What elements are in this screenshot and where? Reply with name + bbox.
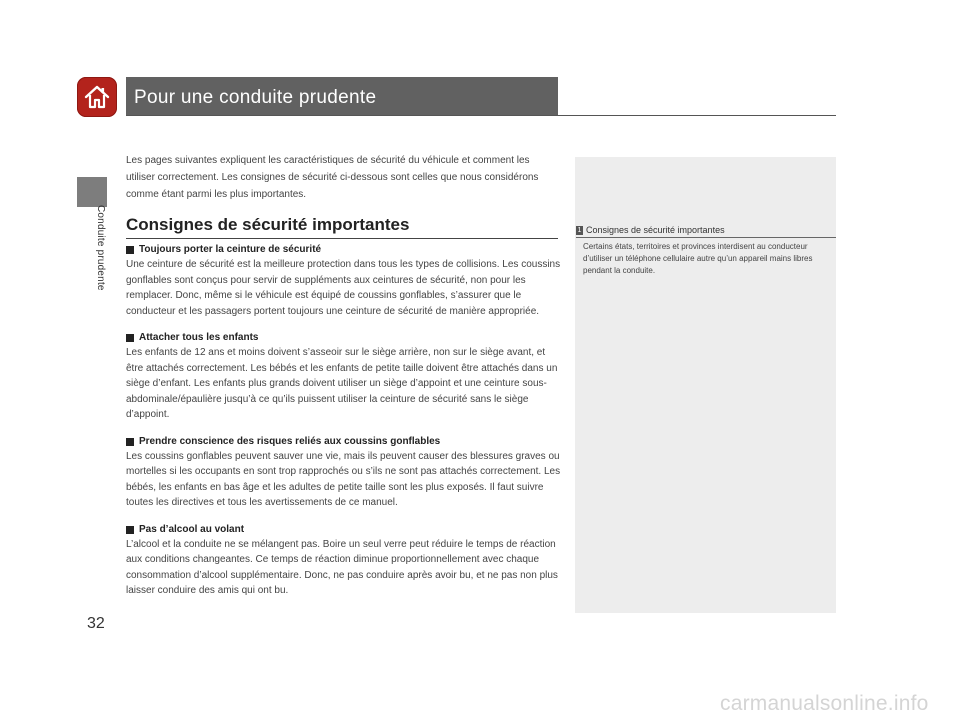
note-divider [576,237,836,238]
section-divider [126,238,558,239]
item-heading: Prendre conscience des risques reliés aux coussins gonflables [139,435,441,447]
square-bullet-icon [126,246,134,254]
safety-item [126,243,563,319]
intro-paragraph: Les pages suivantes expliquent les caractéristiques de sécurité du véhicule et comment les utiliser correctement. Les consignes de sécurité ci-dessous sont celles que nous considérons comme étant parmi les plus importantes. [126,155,539,200]
square-bullet-icon [126,438,134,446]
safety-item [126,523,563,599]
item-heading: Pas d’alcool au volant [139,523,245,535]
page-title-bar [126,77,558,115]
item-body: Les enfants de 12 ans et moins doivent s’asseoir sur le siège arrière, non sur le siège avant, et être attachés correctement. Les bébés et les enfants de petite taille doivent être attachés dans un siège d’enfant. Les enfants plus grands doivent utiliser un siège d’appoint et une ceinture sous-abdominale/épaulière jusqu’à ce qu’ils puissent utiliser la ceinture de sécurité sans le siège d’appoint. [126,347,558,420]
square-bullet-icon [126,526,134,534]
title-divider [126,115,836,116]
safety-item [126,331,563,423]
item-heading: Toujours porter la ceinture de sécurité [139,244,322,255]
note-heading [576,225,725,235]
watermark: carmanualsonline.info [720,692,929,715]
item-heading: Attacher tous les enfants [139,332,259,343]
home-button[interactable] [77,77,117,117]
chapter-tab[interactable] [77,177,107,207]
square-bullet-icon [126,334,134,342]
item-body: Une ceinture de sécurité est la meilleure protection dans tous les types de collisions. Les coussins gonflables sont conçus pour servir de suppléments aux ceintures de sécurité, non pour les remplacer. Donc, même si le véhicule est équipé de coussins gonflables, s’assurer que le conducteur et les passagers portent toujours une ceinture de sécurité de manière appropriée. [126,259,561,317]
note-title: Consignes de sécurité importantes [586,225,725,235]
note-body: Certains états, territoires et provinces interdisent au conducteur d’utiliser un téléphone cellulaire autre qu’un appareil mains libres pendant la conduite. [583,242,813,275]
item-body: Les coussins gonflables peuvent sauver une vie, mais ils peuvent causer des blessures graves ou mortelles si les occupants en sont trop rapprochés ou s’ils ne sont pas attachés correctement. Les bébés, les enfants en bas âge et les adultes de petite taille sont les plus exposés. Il faut suivre toutes les directives et tous les avertissements de ce manuel. [126,450,561,508]
safety-item [126,435,563,511]
page-number: 32 [87,615,105,632]
safety-items [126,243,563,611]
page-title: Pour une conduite prudente [134,87,377,108]
item-body: L’alcool et la conduite ne se mélangent pas. Boire un seul verre peut réduire le temps de réaction aux conditions changeantes. Ce temps de réaction diminue proportionnellement avec chaque consommation d’alcool supplémentaire. Donc, ne pas conduire après avoir bu, et ne pas non plus laisser conduire des amis qui ont bu. [126,538,558,596]
home-icon [83,84,111,110]
chapter-label: Conduite prudente [95,205,106,291]
section-title: Consignes de sécurité importantes [126,215,410,234]
note-marker: 1 [577,226,582,234]
